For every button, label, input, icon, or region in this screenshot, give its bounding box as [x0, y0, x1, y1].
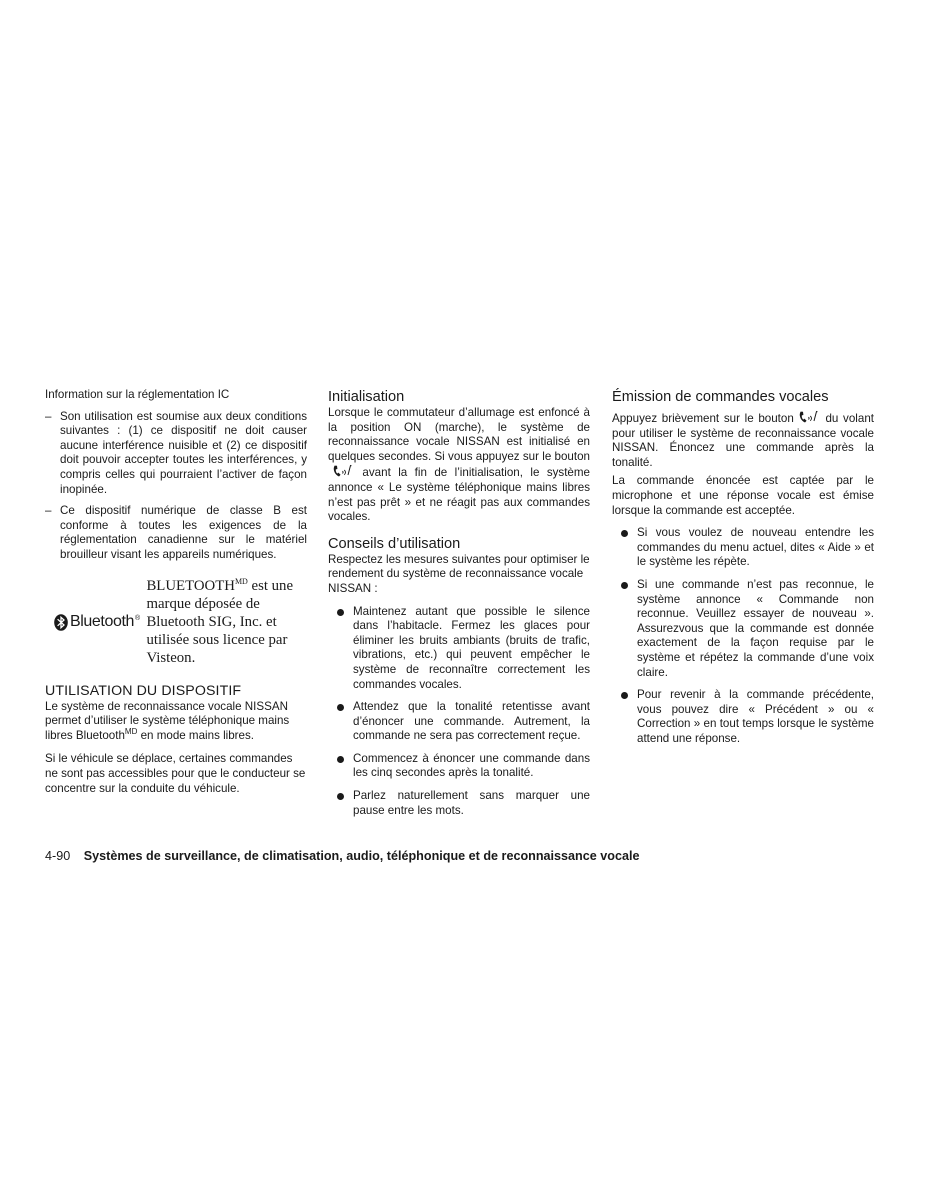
bullet-icon: [621, 530, 628, 537]
list-item: Attendez que la tonalité retentisse avant d’énoncer une commande. Autrement, la commande ne sera pas correctement reçue.: [328, 700, 590, 744]
list-item: Parlez naturellement sans marquer une pause entre les mots.: [328, 789, 590, 818]
bluetooth-logo-icon: [54, 614, 68, 631]
emission-paragraph-1: Appuyez brièvement sur le bouton du volant pour utiliser le système de reconnaissance vocale NISSAN. Énoncez une commande après la tonalité.: [612, 412, 874, 469]
dash-mark: –: [45, 409, 52, 423]
emission-paragraph-2: La commande énoncée est captée par le microphone et une réponse vocale est émise lorsque la commande est acceptée.: [612, 474, 874, 517]
column-right: [612, 388, 874, 746]
initialisation-paragraph: Lorsque le commutateur d’allumage est enfoncé à la position ON (marche), le système de reconnaissance vocale NISSAN est initialisé en quelques secondes. Si vous appuyez sur le bouton avant la fin de l’initialisation, le système annonce « Le système téléphonique mains libres n’est pas prêt » et ne réagit pas aux commandes vocales.: [328, 406, 590, 524]
bullet-icon: [337, 756, 344, 763]
list-item: [45, 504, 307, 562]
bullet-icon: [337, 793, 344, 800]
section-heading-conseils: Conseils d’utilisation: [328, 535, 461, 552]
bullet-icon: [621, 582, 628, 589]
page-number: 4-90: [45, 849, 71, 863]
list-item: Si une commande n’est pas reconnue, le système annonce « Commande non reconnue. Veuillez essayer de nouveau ». Assurezvous que la commande est donnée exactement de la façon requise par le système et répétez la commande d’une voix claire.: [612, 578, 874, 680]
bullet-icon: [621, 692, 628, 699]
list-item: Commencez à énoncer une commande dans les cinq secondes après la tonalité.: [328, 752, 590, 781]
bullet-icon: [337, 704, 344, 711]
column-middle: [328, 388, 590, 818]
page-footer: [45, 848, 895, 864]
bluetooth-logo-word: Bluetooth®: [70, 613, 140, 631]
utilisation-paragraph-1: Le système de reconnaissance vocale NISSAN permet d’utiliser le système téléphonique mains libres Bluetooth$^{MD}$ en mode mains libres.: [45, 699, 290, 742]
commands-list: [612, 526, 874, 746]
phone-talk-icon: [798, 410, 818, 424]
list-item: Si vous voulez de nouveau entendre les commandes du menu actuel, dites « Aide » et le système les répète.: [612, 526, 874, 570]
list-item: Maintenez autant que possible le silence dans l’habitacle. Fermez les glaces pour éliminer les bruits ambiants (bruits de trafic, vibrations, etc.) qui peuvent empêcher le système de reconnaître correctement les commandes vocales.: [328, 605, 590, 693]
section-heading-utilisation: UTILISATION DU DISPOSITIF: [45, 682, 242, 699]
list-item-text: Son utilisation est soumise aux deux conditions suivantes : (1) ce dispositif ne doit causer aucune interférence nuisible et (2) ce dispositif doit pouvoir accepter toutes les interférences, y compris celles qui pourraient l’activer de façon inopinée.: [60, 409, 307, 496]
tips-list: [328, 605, 590, 819]
conseils-intro: Respectez les mesures suivantes pour optimiser le rendement du système de reconnaissance vocale NISSAN :: [328, 552, 590, 595]
ic-regulation-intro: Information sur la réglementation IC: [45, 388, 230, 401]
ic-conditions-list: [45, 410, 307, 563]
dash-mark: –: [45, 504, 52, 518]
chapter-title: Systèmes de surveillance, de climatisation, audio, téléphonique et de reconnaissance vocale: [83, 849, 640, 863]
list-item: [45, 410, 307, 498]
column-left: [45, 388, 307, 796]
section-heading-initialisation: Initialisation: [328, 389, 405, 405]
bluetooth-logo: [54, 613, 146, 631]
bullet-icon: [337, 609, 344, 616]
list-item-text: Ce dispositif numérique de classe B est conforme à toutes les exigences de la réglementation canadienne sur le matériel brouilleur visant les appareils numériques.: [60, 504, 307, 561]
list-item: Pour revenir à la commande précédente, vous pouvez dire « Précédent » ou « Correction » en tout temps lorsque le système attend une réponse.: [612, 688, 874, 746]
bluetooth-trademark-text: $BLUETOOTH^{MD}$ est une marque déposée de Bluetooth SIG, Inc. et utilisée sous licence par Visteon.: [146, 576, 294, 667]
utilisation-paragraph-2: Si le véhicule se déplace, certaines commandes ne sont pas accessibles pour que le conducteur se concentre sur la conduite du véhicule.: [45, 752, 306, 795]
section-heading-emission: Émission de commandes vocales: [612, 389, 829, 405]
phone-talk-icon: [332, 464, 352, 478]
bluetooth-trademark-block: [54, 577, 307, 668]
